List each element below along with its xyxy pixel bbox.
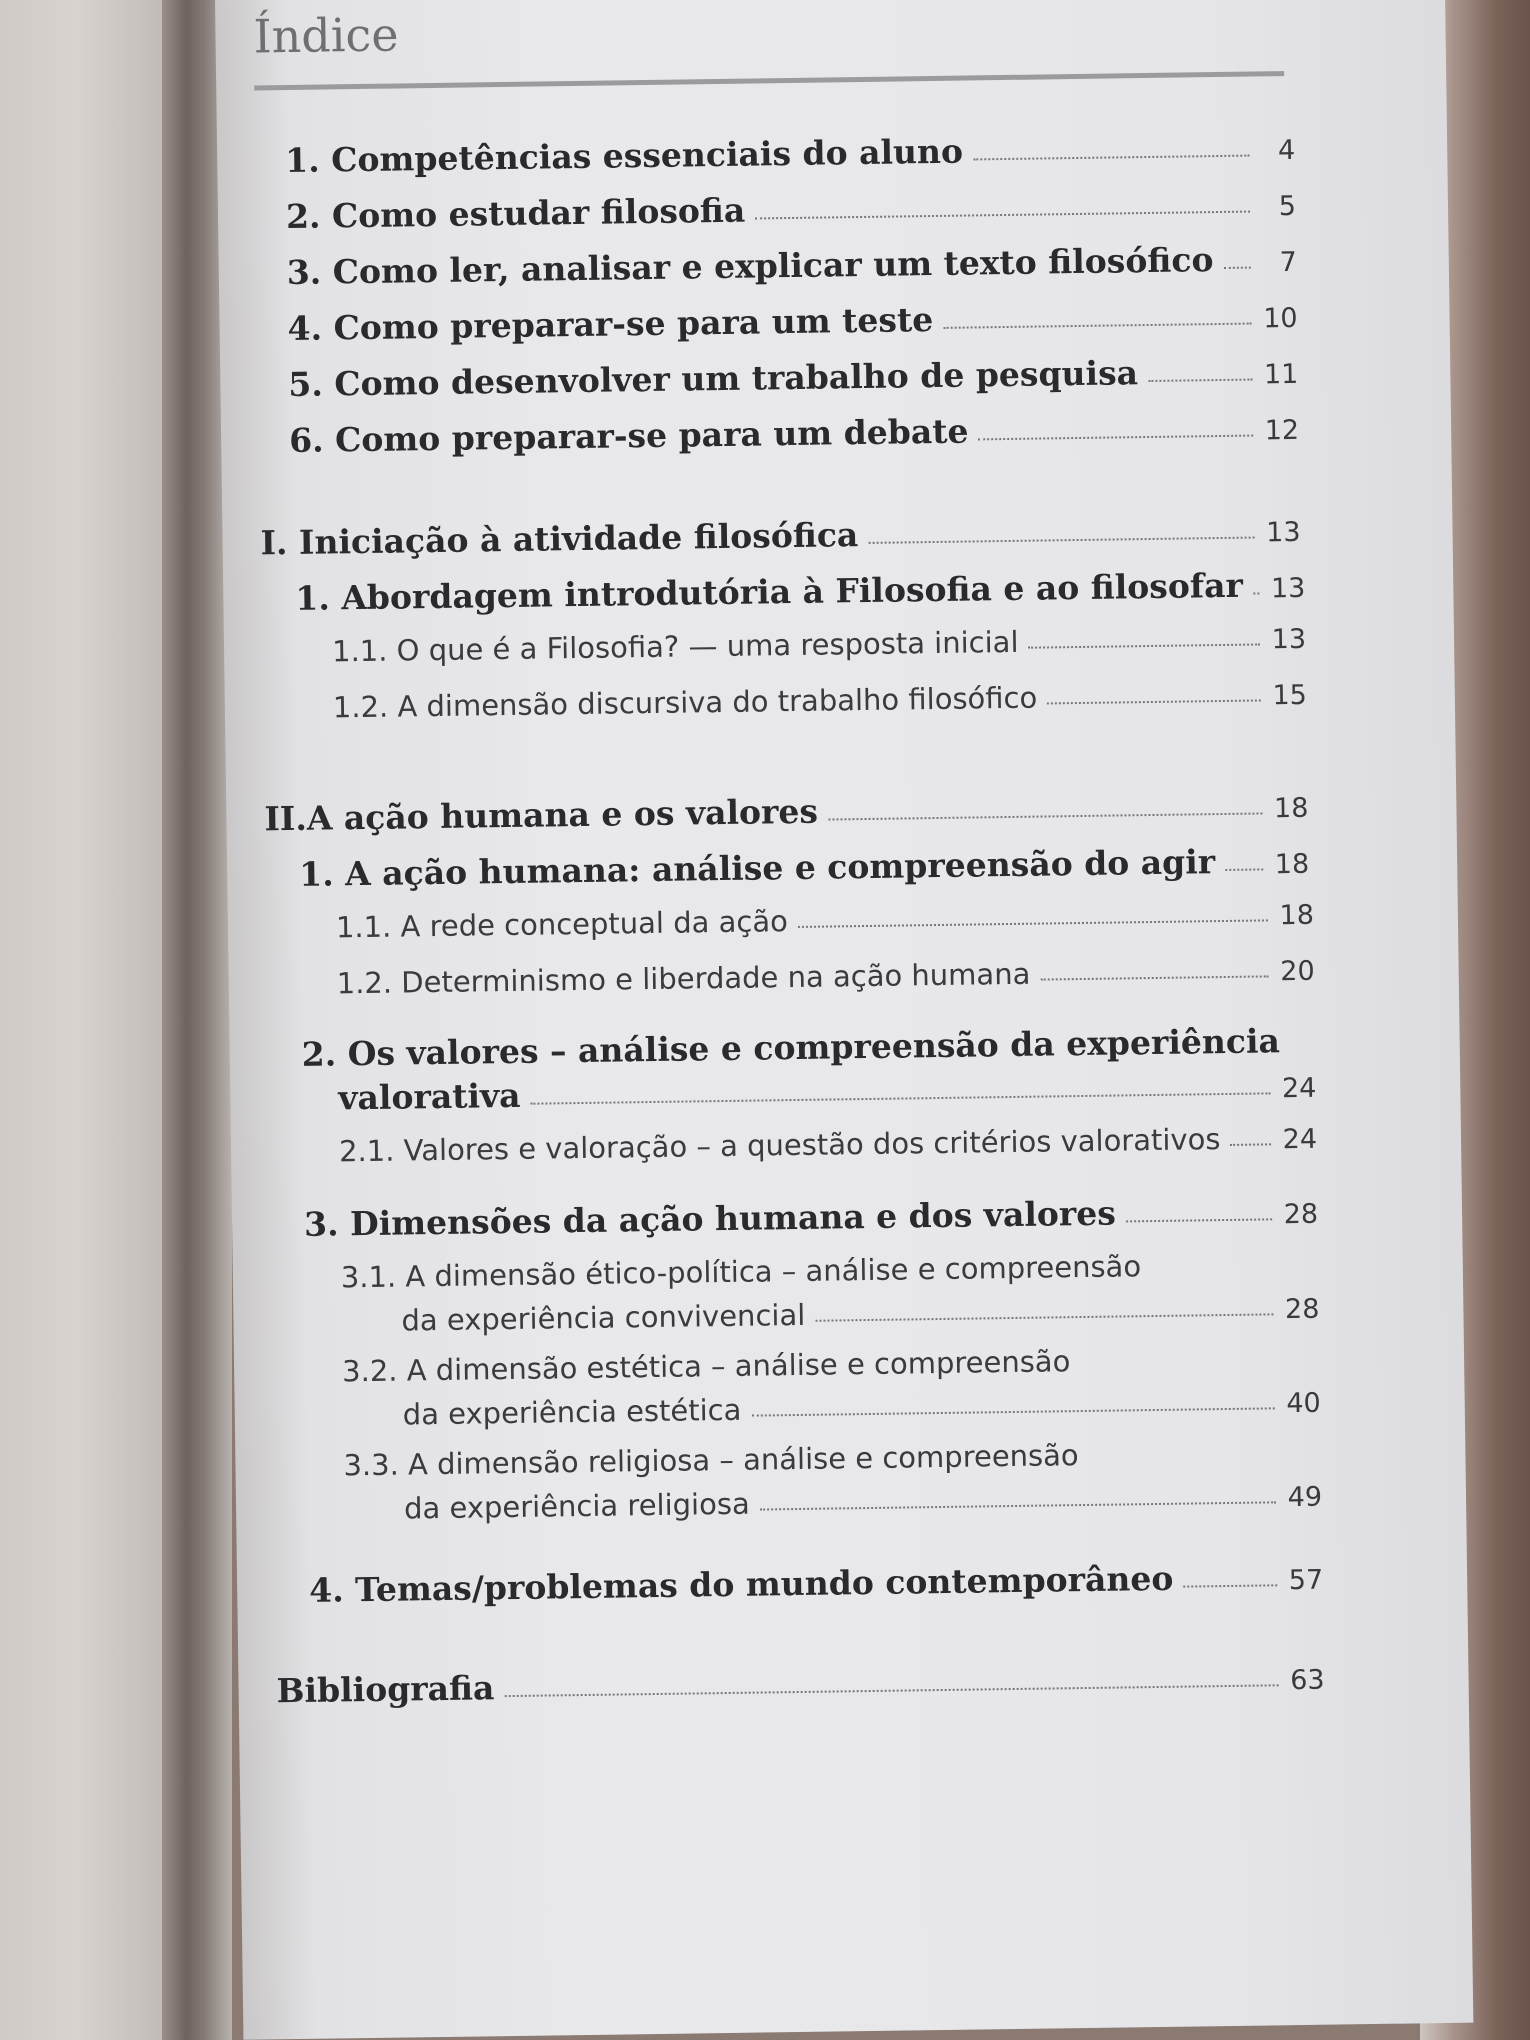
toc-page-number: 13 [1271, 623, 1307, 656]
toc-subsection-line1 [341, 1246, 1351, 1294]
leader-dots [751, 1405, 1274, 1416]
toc-subsection[interactable] [332, 621, 1306, 669]
toc-subsection[interactable] [337, 953, 1315, 1001]
leader-dots [943, 321, 1251, 329]
toc-subsection-line2 [403, 1385, 1321, 1432]
leader-dots [868, 535, 1254, 544]
toc-page-number: 11 [1263, 358, 1299, 391]
toc-subsection-line2 [404, 1479, 1322, 1526]
toc-chapter[interactable] [309, 1557, 1323, 1610]
leader-dots [504, 1682, 1278, 1697]
toc-part-heading[interactable] [264, 785, 1308, 839]
toc-page-number: 12 [1264, 414, 1300, 447]
toc-page-number: 24 [1282, 1123, 1318, 1156]
page-title: Índice [253, 7, 399, 64]
toc-page-number: 63 [1289, 1664, 1325, 1697]
toc-page-number: 7 [1279, 246, 1297, 279]
toc-label: da experiência convivencial [401, 1297, 806, 1338]
leader-dots [1230, 1141, 1271, 1146]
leader-dots [1040, 973, 1268, 980]
leader-dots [1126, 1216, 1272, 1222]
toc-label: 1.2. A dimensão discursiva do trabalho filosófico [332, 680, 1038, 725]
toc-label: 6. Como preparar-se para um debate [288, 411, 969, 461]
toc-page-number: 10 [1262, 302, 1298, 335]
toc-label: 1. Abordagem introdutória à Filosofia e ao filosofar [295, 565, 1244, 618]
toc-label: 3. Dimensões da ação humana e dos valores [303, 1193, 1117, 1244]
toc-label: 2. Os valores – análise e compreensão da experiência [301, 1021, 1281, 1074]
leader-dots [1047, 697, 1261, 704]
toc-label: 1.1. O que é a Filosofia? — uma resposta inicial [331, 624, 1019, 669]
toc-label: I. Iniciação à atividade filosófica [260, 515, 859, 563]
toc-page-number: 40 [1286, 1387, 1321, 1420]
toc-chapter[interactable] [299, 841, 1309, 894]
toc-chapter-line2 [338, 1065, 1316, 1118]
leader-dots [1225, 866, 1263, 871]
toc-chapter[interactable] [304, 1191, 1318, 1244]
toc-subsection[interactable] [336, 897, 1314, 945]
toc-label: da experiência religiosa [403, 1486, 750, 1526]
toc-page-number: 13 [1270, 572, 1306, 605]
toc-page-number: 20 [1280, 955, 1315, 988]
toc-page-number: 24 [1281, 1072, 1317, 1105]
toc-label: 1. Competências essenciais do aluno [284, 131, 964, 181]
leader-dots [1029, 641, 1261, 648]
toc-label: 3. Como ler, analisar e explicar um texto filosófico [286, 240, 1214, 293]
toc-label: 3.3. A dimensão religiosa – análise e compreensão [343, 1438, 1079, 1483]
toc-chapter[interactable] [295, 565, 1305, 618]
toc-entry[interactable] [287, 295, 1297, 348]
toc-page-number: 15 [1272, 679, 1308, 712]
toc-entry[interactable] [285, 127, 1295, 180]
leader-dots [828, 810, 1262, 820]
toc-entry[interactable] [288, 351, 1298, 404]
toc-page-number: 5 [1278, 190, 1297, 223]
toc-label: 3.2. A dimensão estética – análise e compreensão [341, 1344, 1071, 1389]
toc-bibliography[interactable] [276, 1657, 1324, 1711]
leader-dots [755, 209, 1250, 220]
leader-dots [531, 1090, 1271, 1104]
toc-entry[interactable] [289, 407, 1299, 460]
leader-dots [798, 917, 1268, 928]
leader-dots [979, 433, 1254, 441]
toc-page-number: 18 [1273, 792, 1309, 825]
leader-dots [760, 1499, 1276, 1510]
leader-dots [973, 153, 1249, 161]
toc-page-number: 18 [1279, 899, 1315, 932]
toc-entry[interactable] [287, 239, 1297, 292]
toc-page-number: 13 [1265, 516, 1301, 549]
toc-label: Bibliografia [276, 1668, 495, 1711]
leader-dots [1148, 377, 1252, 382]
toc-subsection-line1 [342, 1340, 1352, 1388]
toc-subsection-line2 [401, 1291, 1319, 1338]
toc-subsection-line1 [343, 1434, 1353, 1482]
toc-label: 1.2. Determinismo e liberdade na ação humana [336, 956, 1031, 1001]
toc-part-heading[interactable] [260, 509, 1300, 563]
leader-dots [1224, 265, 1251, 269]
toc-label: 5. Como desenvolver um trabalho de pesquisa [288, 353, 1139, 405]
toc-subsection[interactable] [339, 1121, 1317, 1169]
toc-label: 4. Temas/problemas do mundo contemporâneo [308, 1558, 1174, 1610]
toc-page-number: 28 [1283, 1198, 1319, 1231]
toc-label: 2.1. Valores e valoração – a questão dos critérios valorativos [338, 1122, 1221, 1169]
toc-page-number: 28 [1284, 1293, 1320, 1326]
toc-entry[interactable] [286, 183, 1296, 236]
title-divider [254, 71, 1284, 90]
toc-subsection[interactable] [333, 677, 1307, 725]
toc-label: 2. Como estudar filosofia [285, 190, 746, 237]
leader-dots [1183, 1582, 1277, 1587]
toc-label: da experiência estética [402, 1392, 742, 1432]
toc-page-number: 18 [1274, 848, 1310, 881]
toc-label: 4. Como preparar-se para um teste [287, 300, 934, 349]
toc-page-number: 4 [1277, 134, 1296, 167]
toc-label: 1.1. A rede conceptual da ação [335, 904, 789, 945]
toc-label: valorativa [338, 1075, 521, 1118]
toc-label: II.A ação humana e os valores [264, 791, 819, 839]
toc-page-number: 49 [1287, 1481, 1323, 1514]
leader-dots [815, 1311, 1273, 1321]
toc-label: 1. A ação humana: análise e compreensão do agir [298, 842, 1216, 894]
leader-dots [1253, 590, 1260, 594]
toc-label: 3.1. A dimensão ético-política – análise e compreensão [340, 1249, 1142, 1295]
index-page [215, 0, 1473, 2040]
toc-page-number: 57 [1288, 1564, 1324, 1597]
